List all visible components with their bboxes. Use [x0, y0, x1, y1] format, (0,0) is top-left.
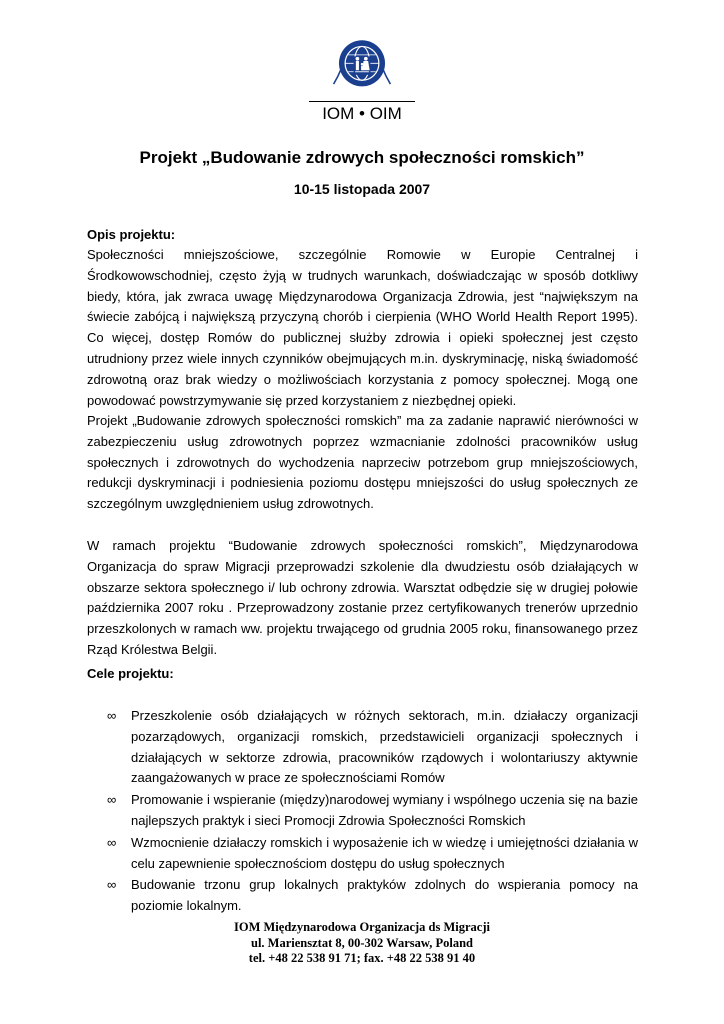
event-dates: 10-15 listopada 2007: [293, 181, 431, 197]
paragraph-1: Społeczności mniejszościowe, szczególnie Romowie w Europie Centralnej i Środkowowschodniej, często żyją w trudnych warunkach, doświadczając w sposób dotkliwy biedy, która, jak zwraca uwagę Międzynarodowa Organizacja Zdrowia, jest “największym na świecie zabójcą i największą przyczyną chorób i cierpienia (WHO World Health Report 1995). Co więcej, dostęp Romów do publicznej służby zdrowia i opieki społecznej jest często utrudniony przez wiele innych czynników obejmujących m.in. dyskryminację, niską świadomość zdrowotną oraz brak wiedzy o możliwościach korzystania z pomocy społecznej. Mogą one powodować powstrzymywanie się przed korzystaniem z niezbędnej opieki.: [87, 247, 638, 408]
list-item-text: Budowanie trzonu grup lokalnych praktyków zdolnych do wspierania pomocy na poziomie lokalnym.: [131, 877, 638, 914]
list-item-text: Przeszkolenie osób działających w różnych sektorach, m.in. działaczy organizacji pozarządowych, organizacji romskich, przedstawicieli organizacji społecznych i działających w sektorze zdrowia, pracowników rządowych i wolontariuszy aktywnie zaangażowanych w prace ze społecznościami Romów: [131, 708, 638, 786]
footer-contact: tel. +48 22 538 91 71; fax. +48 22 538 91 40: [248, 951, 476, 965]
goals-list: [87, 706, 638, 918]
list-item: [87, 706, 638, 789]
list-item: [87, 875, 638, 917]
bullet-icon: ∞: [107, 708, 117, 723]
iom-logo: [309, 38, 415, 104]
logo-rule-top: [309, 101, 415, 102]
bullet-icon: ∞: [107, 877, 117, 893]
list-item: [87, 833, 638, 875]
list-item-text: Wzmocnienie działaczy romskich i wyposażenie ich w wiedzę i umiejętności działania w celu zapewnienie społecznościom dostępu do usług społecznych: [131, 834, 638, 871]
logo-text: IOM • OIM: [322, 104, 402, 123]
paragraph-3: W ramach projektu “Budowanie zdrowych społeczności romskich”, Międzynarodowa Organizacja do spraw Migracji przeprowadzi szkolenie dla dwudziestu osób działających w obszarze sektora społecznego i/ lub ochrony zdrowia. Warsztat odbędzie się w drugiej połowie października 2007 roku . Przeprowadzony zostanie przez certyfikowanych trenerów uprzednio przeszkolonych w ramach ww. projektu trwającego od grudnia 2005 roku, finansowanego przez Rząd Królestwa Belgii.: [87, 538, 638, 657]
list-item: [87, 790, 638, 832]
footer-address: ul. Mariensztat 8, 00-302 Warsaw, Poland: [251, 935, 473, 950]
section-heading-cele: Cele projektu:: [87, 666, 174, 681]
footer-org-name: IOM Międzynarodowa Organizacja ds Migracji: [234, 920, 490, 934]
page-title: Projekt „Budowanie zdrowych społeczności romskich”: [139, 148, 585, 167]
bullet-icon: ∞: [107, 792, 117, 808]
list-item-text: Promowanie i wspieranie (między)narodowej wymiany i wspólnego uczenia się na bazie najlepszych praktyk i sieci Promocji Zdrowia Społeczności Romskich: [131, 792, 638, 828]
bullet-icon: ∞: [107, 834, 117, 850]
section-heading-opis: Opis projektu:: [87, 227, 176, 242]
paragraph-2: Projekt „Budowanie zdrowych społeczności romskich” ma za zadanie naprawić nierówności w zabezpieczeniu usług zdrowotnych poprzez wzmacnianie zdolności pracowników usług społecznych i zdrowotnych do wychodzenia naprzeciw potrzebom grup mniejszościowych, redukcji dyskryminacji i podniesienia poziomu dostępu mniejszości do usług społecznych ze szczególnym uwzględnieniem usług zdrowotnych.: [87, 413, 638, 512]
footer: [0, 920, 724, 967]
